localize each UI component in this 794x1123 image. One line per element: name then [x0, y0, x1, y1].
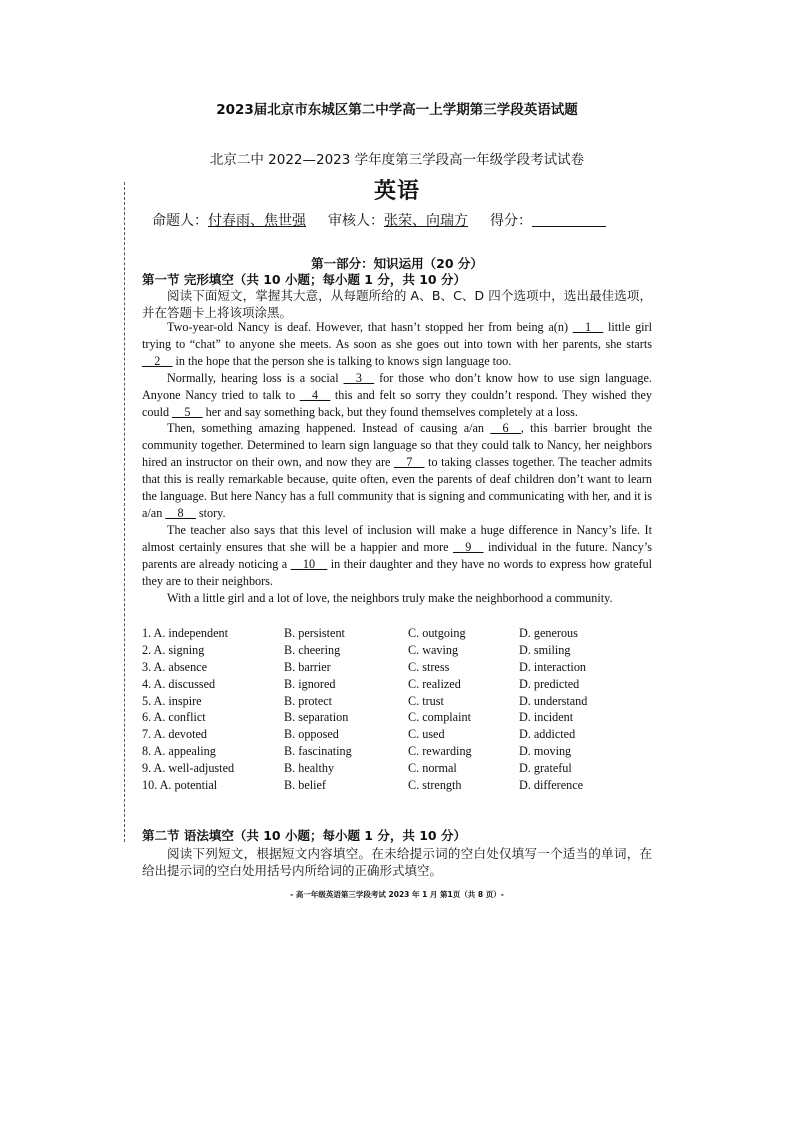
option-d: D. predicted [519, 676, 580, 691]
option-row [142, 760, 662, 777]
cloze-blank: __7__ [394, 455, 425, 470]
option-c: C. strength [408, 778, 462, 793]
option-c: C. trust [408, 693, 444, 708]
option-c: C. outgoing [408, 626, 466, 640]
section2-title: 第二节 语法填空（共 10 小题；每小题 1 分，共 10 分） [142, 828, 466, 843]
option-a: 5. A. inspire [142, 693, 202, 708]
cloze-blank: __10__ [290, 556, 328, 571]
option-a: 10. A. potential [142, 778, 218, 793]
option-c: C. complaint [408, 710, 471, 725]
option-row [142, 709, 662, 726]
option-c: C. realized [408, 676, 461, 691]
reviewer-label: 审核人： [328, 213, 384, 229]
option-b: B. fascinating [284, 744, 352, 759]
exam-meta [152, 210, 606, 230]
section1-title: 第一节 完形填空（共 10 小题；每小题 1 分，共 10 分） [142, 272, 466, 287]
option-d: D. addicted [519, 727, 576, 742]
score-label: 得分： [490, 213, 532, 229]
cloze-blank: __6__ [490, 421, 521, 436]
option-c: C. waving [408, 642, 459, 657]
option-a: 1. A. independent [142, 626, 228, 640]
option-c: C. rewarding [408, 744, 472, 759]
option-b: B. separation [284, 710, 349, 725]
option-row [142, 726, 662, 743]
option-d: D. incident [519, 710, 574, 725]
option-b: B. barrier [284, 659, 331, 674]
option-d: D. grateful [519, 761, 572, 776]
authors: 付春雨、焦世强 [208, 213, 306, 229]
option-a: 2. A. signing [142, 642, 205, 657]
option-row [142, 693, 662, 710]
exam-heading: 北京二中 2022—2023 学年度第三学段高一年级学段考试试卷 [209, 152, 585, 168]
option-b: B. ignored [284, 676, 336, 691]
cloze-blank: __8__ [165, 505, 196, 520]
option-a: 7. A. devoted [142, 727, 207, 742]
cloze-blank: __5__ [172, 404, 203, 419]
option-c: C. used [408, 727, 445, 742]
cloze-blank: __4__ [299, 387, 331, 402]
option-row [142, 625, 662, 642]
subject-title: 英语 [373, 179, 420, 204]
option-b: B. belief [284, 778, 326, 793]
option-d: D. interaction [519, 659, 587, 674]
part1-title: 第一部分：知识运用（20 分） [311, 256, 483, 271]
option-row [142, 642, 662, 659]
option-d: D. difference [519, 778, 584, 793]
option-b: B. opposed [284, 727, 339, 742]
option-c: C. stress [408, 659, 450, 674]
option-a: 3. A. absence [142, 659, 207, 674]
reviewers: 张荣、向瑞方 [384, 213, 468, 229]
cloze-blank: __1__ [572, 320, 604, 334]
option-a: 6. A. conflict [142, 710, 206, 725]
option-a: 4. A. discussed [142, 676, 216, 691]
passage-paragraph: Then, something amazing happened. Instead of causing a/an __6__, this barrier brought the community together. Determined to learn sign language so that they could talk to Nancy, her neighbors hired an instructor on their own, and now they are __7__ to taking classes together. The teacher admits that this is really remarkable because, quite often, even the parents of deaf children don’t want to learn the language. But here Nancy has a full community that is signing and communicating with her, and it is a/an __8__ story. [142, 421, 652, 520]
option-d: D. smiling [519, 642, 571, 657]
page-footer: - 高一年级英语第三学段考试 2023 年 1 月 第1页（共 8 页）- [290, 890, 504, 899]
passage-paragraph: Normally, hearing loss is a social __3__ for those who don’t know how to use sign language. Anyone Nancy tried to talk to __4__ this and felt so sorry they couldn’t respond. They wished they could __5__ her and say something back, but they found themselves completely at a loss. [142, 370, 652, 419]
section2-instruction: 阅读下列短文，根据短文内容填空。在未给提示词的空白处仅填写一个适当的单词，在给出提示词的空白处用括号内所给词的正确形式填空。 [142, 846, 652, 878]
option-b: B. protect [284, 693, 333, 708]
passage-paragraph: Two-year-old Nancy is deaf. However, that hasn’t stopped her from being a(n) __1__ little girl trying to “chat” to anyone she meets. As soon as she goes out into town with her parents, she starts __2__ in the hope that the person she is talking to knows sign language too. [142, 320, 652, 368]
author-label: 命题人： [152, 213, 208, 229]
option-a: 9. A. well-adjusted [142, 761, 235, 776]
option-a: 8. A. appealing [142, 744, 216, 759]
score-blank [532, 212, 606, 227]
passage-paragraph: The teacher also says that this level of inclusion will make a huge difference in Nancy’s life. It almost certainly ensures that she will be a happier and more __9__ individual in the future. Nancy’s parents are already noticing a __10__ in their daughter and they have no words to express how grateful they are to their neighbors. [142, 522, 652, 588]
cloze-blank: __2__ [142, 353, 173, 368]
option-d: D. moving [519, 744, 572, 759]
option-c: C. normal [408, 761, 457, 776]
option-row [142, 777, 662, 794]
passage-paragraph: With a little girl and a lot of love, the neighbors truly make the neighborhood a community. [167, 590, 613, 605]
option-row [142, 659, 662, 676]
option-row [142, 743, 662, 760]
section1-instruction: 阅读下面短文，掌握其大意，从每题所给的 A、B、C、D 四个选项中，选出最佳选项，并在答题卡上将该项涂黑。 [142, 288, 652, 320]
document-title: 2023届北京市东城区第二中学高一上学期第三学段英语试题 [216, 102, 578, 118]
cloze-passage [142, 319, 652, 606]
option-b: B. persistent [284, 626, 345, 640]
option-d: D. generous [519, 626, 578, 640]
option-b: B. healthy [284, 761, 335, 776]
option-row [142, 676, 662, 693]
option-d: D. understand [519, 693, 588, 708]
binding-margin-line [124, 182, 125, 842]
cloze-blank: __3__ [343, 370, 375, 385]
option-b: B. cheering [284, 642, 341, 657]
cloze-blank: __9__ [453, 539, 484, 554]
answer-options [142, 625, 662, 794]
